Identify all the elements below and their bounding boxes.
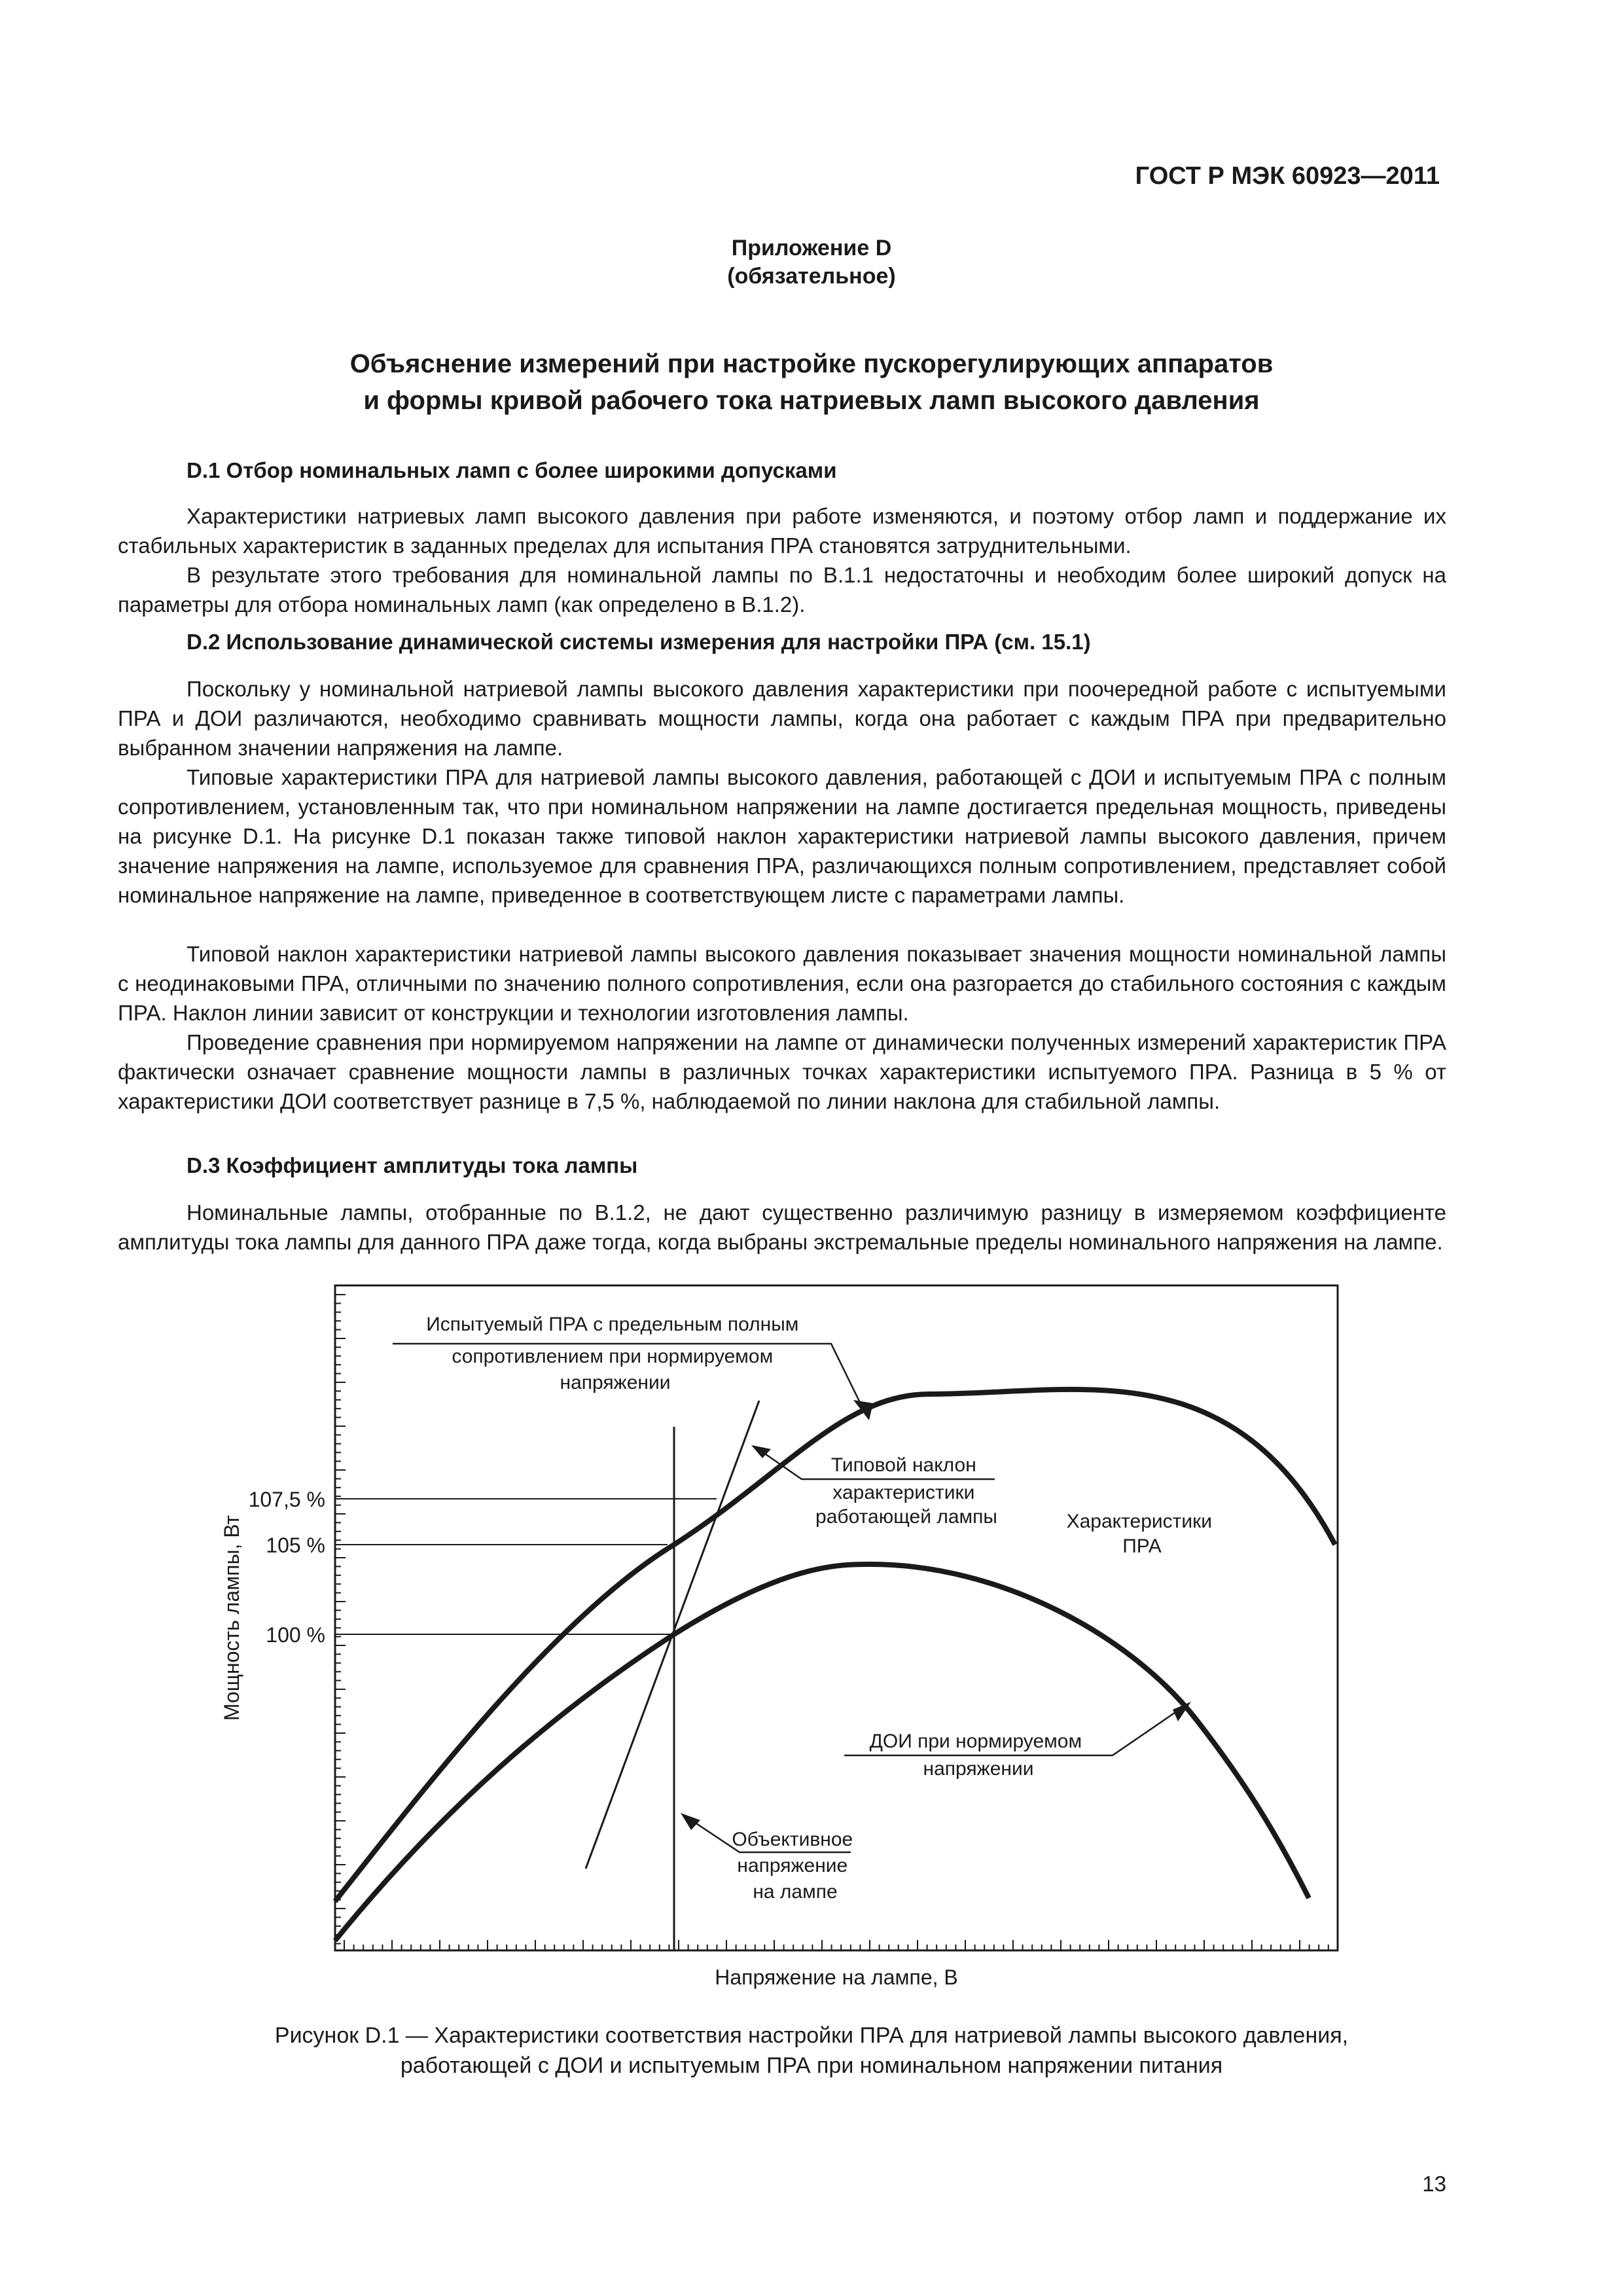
- paragraph: В результате этого требования для номинальной лампы по В.1.1 недостаточны и необходим более широкий допуск на параметры для отбора номинальных ламп (как определено в В.1.2).: [118, 563, 1446, 617]
- standard-designation: ГОСТ Р МЭК 60923—2011: [1135, 162, 1440, 190]
- plot-frame: [335, 1285, 1338, 1950]
- label-typical-slope: Типовой наклон характеристики работающей лампы: [815, 1454, 997, 1528]
- label-objective-voltage: Объективное напряжение на лампе: [732, 1829, 853, 1903]
- annex-status: (обязательное): [727, 264, 896, 289]
- annex-label: Приложение D: [731, 236, 892, 260]
- page-number: 13: [1422, 2172, 1446, 2196]
- tick-label-105: 105 %: [266, 1534, 325, 1557]
- label-reference-ballast: ДОИ при нормируемом напряжении: [869, 1731, 1082, 1780]
- label-test-ballast: Испытуемый ПРА с предельным полным сопротивлением при нормируемом напряжении: [426, 1314, 799, 1393]
- x-axis-label: Напряжение на лампе, В: [715, 1965, 958, 1989]
- paragraph: Типовой наклон характеристики натриевой лампы высокого давления показывает значения мощности номинальной лампы с неодинаковыми ПРА, отличными по значению полного сопротивления, если она разгорается до стабильного состояния с каждым ПРА. Наклон линии зависит от конструкции и технологии изготовления лампы.: [118, 942, 1446, 1025]
- section-heading-d3: D.3 Коэффициент амплитуды тока лампы: [187, 1153, 638, 1177]
- x-axis-ticks: [344, 1940, 1329, 1950]
- arrowhead-objective: [681, 1813, 700, 1830]
- y-axis-ticks: [335, 1295, 346, 1944]
- annex-title-line-2: и формы кривой рабочего тока натриевых ламп высокого давления: [363, 386, 1260, 415]
- section-heading-d2: D.2 Использование динамической системы измерения для настройки ПРА (см. 15.1): [187, 630, 1091, 654]
- figure-caption-line-2: работающей с ДОИ и испытуемым ПРА при номинальном напряжении питания: [400, 2053, 1223, 2078]
- paragraph: Типовые характеристики ПРА для натриевой лампы высокого давления, работающей с ДОИ и испытуемым ПРА с полным сопротивлением, установленным так, что при номинальном напряжении на лампе достигается предельная мощность, приведены на рисунке D.1. На рисунке D.1 показан также типовой наклон характеристики натриевой лампы высокого давления, причем значение напряжения на лампе, используемое для сравнения ПРА, различающихся полным сопротивлением, представляет собой номинальное напряжение на лампе, приведенное в соответствующем листе с параметрами лампы.: [118, 765, 1446, 907]
- label-ballast-characteristics: Характеристики ПРА: [1066, 1511, 1213, 1557]
- paragraph: Характеристики натриевых ламп высокого давления при работе изменяются, и поэтому отбор ламп и поддержание их стабильных характеристик в заданных пределах для испытания ПРА становятся затруднительными.: [118, 504, 1446, 558]
- y-axis-label: Мощность лампы, Вт: [220, 1515, 243, 1721]
- paragraph: Проведение сравнения при нормируемом напряжении на лампе от динамически полученных измерений характеристик ПРА фактически означает сравнение мощности лампы в различных точках характеристики испытуемого ПРА. Разница в 5 % от характеристики ДОИ соответствует разнице в 7,5 %, наблюдаемой по линии наклона для стабильной лампы.: [118, 1030, 1446, 1113]
- arrowhead-test-ballast: [853, 1400, 873, 1420]
- tick-label-100: 100 %: [266, 1623, 325, 1647]
- paragraph: Поскольку у номинальной натриевой лампы высокого давления характеристики при поочередной работе с испытуемыми ПРА и ДОИ различаются, необходимо сравнивать мощности лампы, когда она работает с каждым ПРА при предварительно выбранном значении напряжения на лампе.: [118, 677, 1446, 760]
- section-heading-d1: D.1 Отбор номинальных ламп с более широкими допусками: [187, 458, 837, 482]
- annex-title-line-1: Объяснение измерений при настройке пускорегулирующих аппаратов: [349, 350, 1274, 378]
- figure-caption-line-1: Рисунок D.1 — Характеристики соответствия настройки ПРА для натриевой лампы высокого давления,: [274, 2023, 1349, 2048]
- paragraph: Номинальные лампы, отобранные по В.1.2, не дают существенно различимую разницу в измеряемом коэффициенте амплитуды тока лампы для данного ПРА даже тогда, когда выбраны экстремальные пределы номинального напряжения на лампе.: [118, 1200, 1446, 1254]
- tick-label-107-5: 107,5 %: [248, 1488, 325, 1511]
